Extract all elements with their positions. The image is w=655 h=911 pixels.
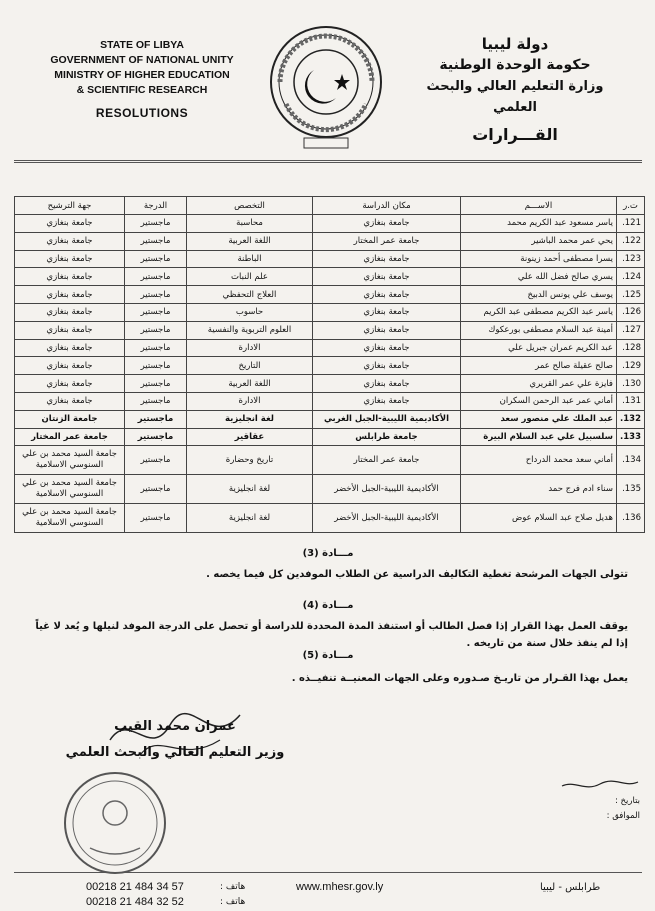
nominee-name-cell: أماني عمر عبد الرحمن السكران <box>461 392 617 410</box>
row-number-cell: 128. <box>617 339 645 357</box>
col-header-degree: الدرجة <box>125 197 187 215</box>
nominating-body-cell: جامعة بنغازي <box>15 357 125 375</box>
table-row <box>15 357 645 375</box>
row-number-cell: 134. <box>617 446 645 475</box>
degree-cell: ماجستير <box>125 268 187 286</box>
table-row <box>15 339 645 357</box>
col-header-specialization: التخصص <box>187 197 313 215</box>
article-3-text: تتولى الجهات المرشحة تغطية التكاليف الدراسية عن الطلاب الموفدين كل فيما يخصه . <box>206 569 628 580</box>
specialization-cell: لغة انجليزية <box>187 475 313 504</box>
article-5-title: مـــادة (5) <box>302 650 354 661</box>
nominee-name-cell: يحي عمر محمد الباشير <box>461 232 617 250</box>
degree-cell: ماجستير <box>125 504 187 533</box>
nominating-body-cell: جامعة بنغازي <box>15 303 125 321</box>
signer-title: وزير التعليم العالي والبحث العلمي <box>65 745 285 760</box>
signer-name: عمران محمد القيب <box>114 719 236 734</box>
nominee-name-cell: أمينة عبد السلام مصطفى بورعكوك <box>461 321 617 339</box>
degree-cell: ماجستير <box>125 375 187 393</box>
nominee-name-cell: يسرا مصطفى أحمد زينونة <box>461 250 617 268</box>
official-stamp <box>60 768 170 878</box>
degree-cell: ماجستير <box>125 250 187 268</box>
row-number-cell: 126. <box>617 303 645 321</box>
ministry-ar: وزارة التعليم العالي والبحث العلمي <box>426 79 604 115</box>
row-number-cell: 125. <box>617 286 645 304</box>
state-en: STATE OF LIBYA <box>100 39 184 51</box>
footer-website[interactable]: www.mhesr.gov.ly <box>296 881 384 893</box>
header-english <box>42 38 242 121</box>
row-number-cell: 133. <box>617 428 645 446</box>
row-number-cell: 130. <box>617 375 645 393</box>
study-place-cell: جامعة بنغازي <box>313 303 461 321</box>
specialization-cell: علم النبات <box>187 268 313 286</box>
nominee-name-cell: ياسر عبد الكريم مصطفى عبد الكريم <box>461 303 617 321</box>
header-arabic <box>405 34 625 150</box>
study-place-cell: جامعة بنغازي <box>313 268 461 286</box>
table-row <box>15 232 645 250</box>
row-number-cell: 129. <box>617 357 645 375</box>
degree-cell: ماجستير <box>125 357 187 375</box>
row-number-cell: 121. <box>617 215 645 233</box>
nominating-body-cell: جامعة بنغازي <box>15 215 125 233</box>
specialization-cell: اللغة العربية <box>187 375 313 393</box>
degree-cell: ماجستير <box>125 232 187 250</box>
nominating-body-cell: جامعة بنغازي <box>15 232 125 250</box>
nominating-body-cell: جامعة بنغازي <box>15 392 125 410</box>
study-place-cell: جامعة عمر المختار <box>313 232 461 250</box>
study-place-cell: الأكاديمية الليبية-الجبل الأخضر <box>313 475 461 504</box>
nominee-name-cell: فايزة علي عمر القريري <box>461 375 617 393</box>
specialization-cell: اللغة العربية <box>187 232 313 250</box>
study-place-cell: جامعة بنغازي <box>313 392 461 410</box>
nominee-name-cell: عبد الملك علي منصور سعد <box>461 410 617 428</box>
header-divider-2 <box>14 162 642 163</box>
phone-label-2: هاتف : <box>220 897 246 907</box>
degree-cell: ماجستير <box>125 446 187 475</box>
nominees-table <box>14 196 645 533</box>
row-number-cell: 122. <box>617 232 645 250</box>
nominee-name-cell: هديل صلاح عبد السلام عوض <box>461 504 617 533</box>
table-row <box>15 410 645 428</box>
nominee-name-cell: يسري صالح فضل الله علي <box>461 268 617 286</box>
footer-phones <box>86 880 184 910</box>
specialization-cell: محاسبة <box>187 215 313 233</box>
specialization-cell: الادارة <box>187 392 313 410</box>
table-row <box>15 250 645 268</box>
nominee-name-cell: سلسبيل علي عبد السلام البيرة <box>461 428 617 446</box>
nominating-body-cell: جامعة بنغازي <box>15 321 125 339</box>
study-place-cell: جامعة بنغازي <box>313 286 461 304</box>
row-number-cell: 123. <box>617 250 645 268</box>
col-header-place: مكان الدراسة <box>313 197 461 215</box>
resolutions-en: RESOLUTIONS <box>95 106 189 120</box>
degree-cell: ماجستير <box>125 475 187 504</box>
ref-corresponding-label: الموافق : <box>606 811 640 821</box>
ministry-en-2: & SCIENTIFIC RESEARCH <box>76 84 208 96</box>
table-row <box>15 215 645 233</box>
row-number-cell: 136. <box>617 504 645 533</box>
phone-2: 00218 21 484 32 52 <box>86 896 184 908</box>
resolutions-ar: القـــرارات <box>472 125 558 144</box>
nominating-body-cell: جامعة السيد محمد بن علي السنوسي الاسلامية <box>15 446 125 475</box>
nominee-name-cell: سناء ادم فرج حمد <box>461 475 617 504</box>
study-place-cell: جامعة بنغازي <box>313 250 461 268</box>
footer-city: طرابلس - ليبيا <box>540 882 601 893</box>
nominating-body-cell: جامعة بنغازي <box>15 250 125 268</box>
degree-cell: ماجستير <box>125 321 187 339</box>
study-place-cell: الأكاديمية الليبية-الجبل الأخضر <box>313 504 461 533</box>
article-3-title: مـــادة (3) <box>302 548 354 559</box>
table-row <box>15 303 645 321</box>
degree-cell: ماجستير <box>125 392 187 410</box>
table-header-row <box>15 197 645 215</box>
row-number-cell: 127. <box>617 321 645 339</box>
study-place-cell: جامعة طرابلس <box>313 428 461 446</box>
table-row <box>15 268 645 286</box>
col-header-nominator: جهة الترشيح <box>15 197 125 215</box>
nominee-name-cell: يوسف علي يونس الدبيخ <box>461 286 617 304</box>
col-header-name: الاســـم <box>461 197 617 215</box>
nominating-body-cell: جامعة السيد محمد بن علي السنوسي الاسلامية <box>15 475 125 504</box>
specialization-cell: الباطنة <box>187 250 313 268</box>
degree-cell: ماجستير <box>125 428 187 446</box>
nominating-body-cell: جامعة الزنتان <box>15 410 125 428</box>
study-place-cell: جامعة بنغازي <box>313 215 461 233</box>
row-number-cell: 135. <box>617 475 645 504</box>
specialization-cell: العلاج التحفظي <box>187 286 313 304</box>
ref-date-label: بتاريخ : <box>614 796 640 806</box>
ministry-en: MINISTRY OF HIGHER EDUCATION <box>54 69 230 81</box>
nominating-body-cell: جامعة عمر المختار <box>15 428 125 446</box>
nominating-body-cell: جامعة بنغازي <box>15 286 125 304</box>
phone-1: 00218 21 484 34 57 <box>86 881 184 893</box>
specialization-cell: تاريخ وحضارة <box>187 446 313 475</box>
reference-box <box>530 778 640 824</box>
ministry-seal-logo <box>268 22 384 152</box>
nominee-name-cell: أماني سعد محمد الدرداح <box>461 446 617 475</box>
table-row <box>15 504 645 533</box>
signer-block <box>60 714 290 766</box>
specialization-cell: لغة انجليزية <box>187 504 313 533</box>
nominee-name-cell: عبد الكريم عمران جبريل علي <box>461 339 617 357</box>
study-place-cell: جامعة بنغازي <box>313 375 461 393</box>
table-row <box>15 446 645 475</box>
state-ar: دولة ليبيا <box>481 35 549 53</box>
article-5-text: يعمل بهذا القـرار من تاريـخ صـدوره وعلى الجهات المعنيــة تنفيــذه . <box>291 673 628 684</box>
table-row <box>15 475 645 504</box>
study-place-cell: الأكاديمية الليبية-الجبل الغربي <box>313 410 461 428</box>
article-4-title: مـــادة (4) <box>302 600 354 611</box>
government-en: GOVERNMENT OF NATIONAL UNITY <box>50 54 234 66</box>
nominating-body-cell: جامعة بنغازي <box>15 375 125 393</box>
nominee-name-cell: ياسر مسعود عبد الكريم محمد <box>461 215 617 233</box>
study-place-cell: جامعة بنغازي <box>313 339 461 357</box>
specialization-cell: العلوم التربوية والنفسية <box>187 321 313 339</box>
nominating-body-cell: جامعة السيد محمد بن علي السنوسي الاسلامية <box>15 504 125 533</box>
specialization-cell: حاسوب <box>187 303 313 321</box>
phone-label-1: هاتف : <box>220 882 246 892</box>
study-place-cell: جامعة بنغازي <box>313 357 461 375</box>
degree-cell: ماجستير <box>125 410 187 428</box>
degree-cell: ماجستير <box>125 339 187 357</box>
table-row <box>15 375 645 393</box>
article-4-text: يوقف العمل بهذا القرار إذا فصل الطالب أو استنفذ المدة المحددة للدراسة أو تحصل على الدرجة الموفد لنيلها و يُعد لا غياً إذا لم ينفذ خلال سنة من تاريخه . <box>35 621 628 649</box>
degree-cell: ماجستير <box>125 286 187 304</box>
row-number-cell: 131. <box>617 392 645 410</box>
specialization-cell: لغة انجليزية <box>187 410 313 428</box>
nominating-body-cell: جامعة بنغازي <box>15 339 125 357</box>
study-place-cell: جامعة بنغازي <box>313 321 461 339</box>
specialization-cell: الادارة <box>187 339 313 357</box>
table-row <box>15 392 645 410</box>
header-divider <box>14 160 642 161</box>
nominating-body-cell: جامعة بنغازي <box>15 268 125 286</box>
ref-number-line <box>530 778 640 794</box>
table-row <box>15 286 645 304</box>
study-place-cell: جامعة عمر المختار <box>313 446 461 475</box>
nominee-name-cell: صالح عقيلة صالح عمر <box>461 357 617 375</box>
footer-divider <box>14 872 642 873</box>
degree-cell: ماجستير <box>125 303 187 321</box>
specialization-cell: عقاقير <box>187 428 313 446</box>
col-header-num: ت.ر <box>617 197 645 215</box>
row-number-cell: 132. <box>617 410 645 428</box>
table-row <box>15 428 645 446</box>
table-row <box>15 321 645 339</box>
footer-phone-labels <box>220 880 245 910</box>
row-number-cell: 124. <box>617 268 645 286</box>
degree-cell: ماجستير <box>125 215 187 233</box>
government-ar: حكومة الوحدة الوطنية <box>439 57 591 73</box>
specialization-cell: التاريخ <box>187 357 313 375</box>
